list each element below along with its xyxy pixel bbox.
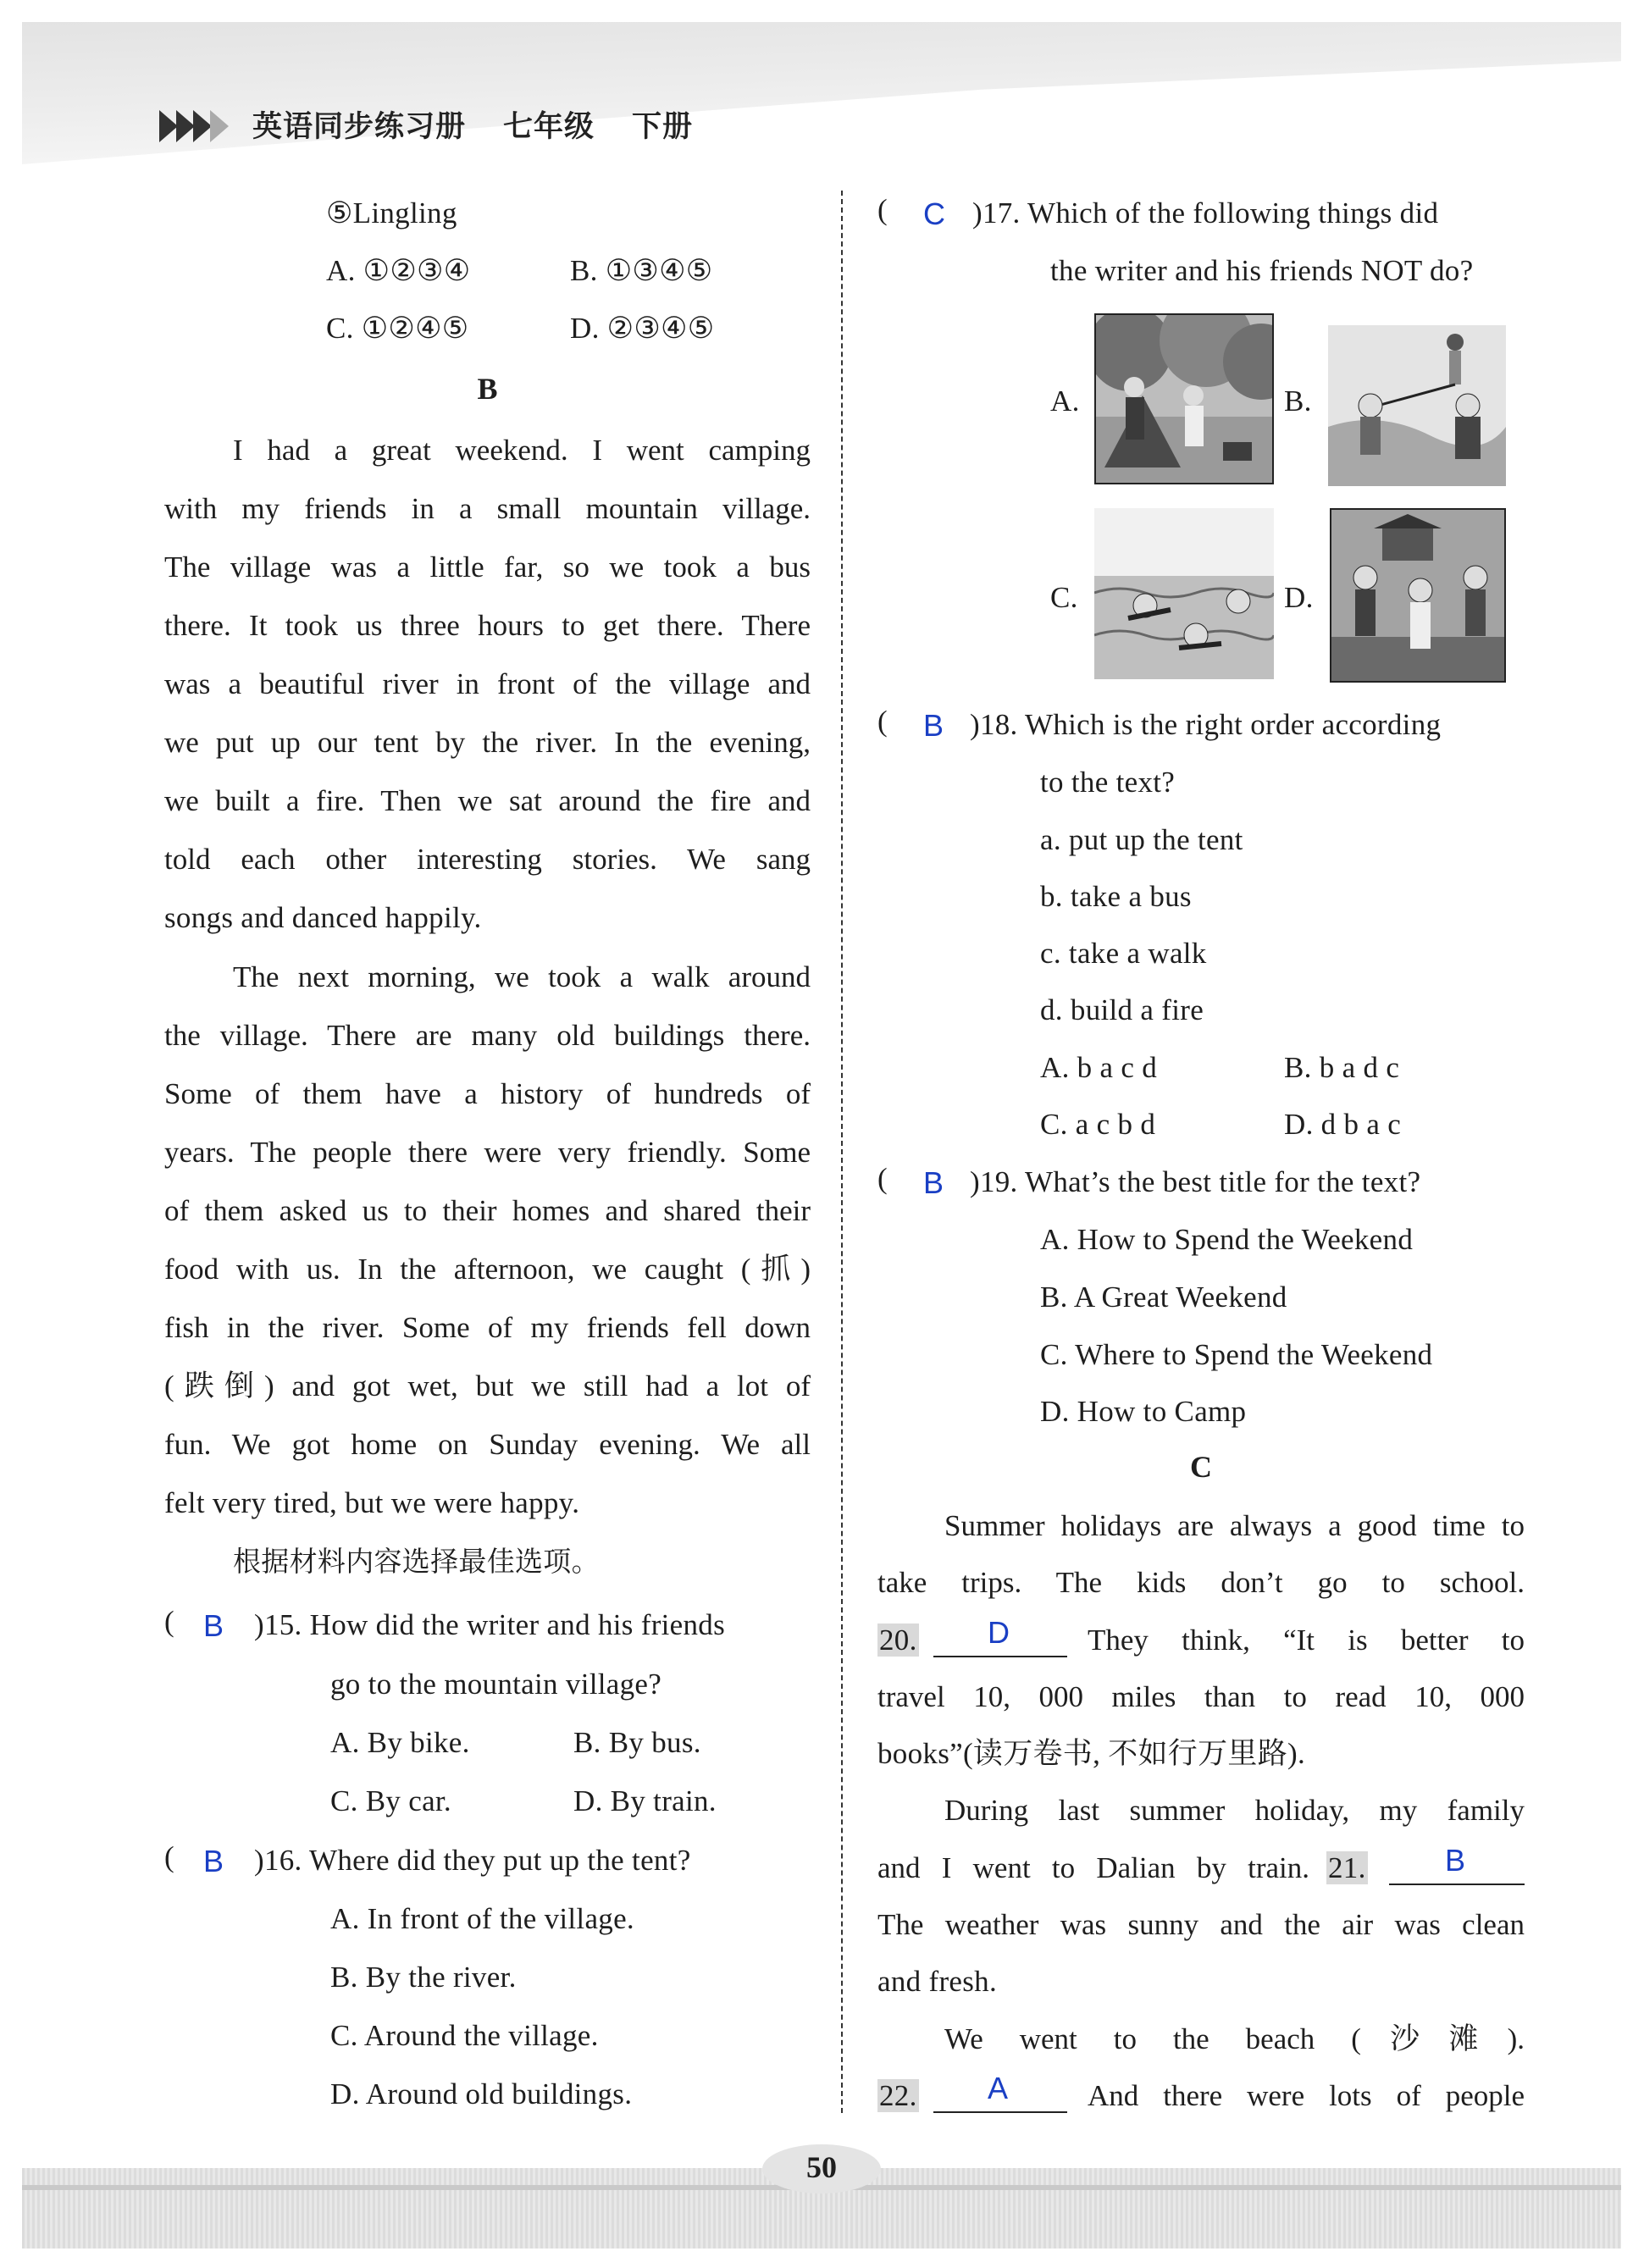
q15-stem-cont: go to the mountain village?	[330, 1668, 662, 1701]
passage-line: Some of them have a history of hundreds of	[164, 1077, 811, 1110]
q14-option-c: C. ①②④⑤	[326, 312, 469, 345]
q16-answer: B	[203, 1844, 224, 1878]
blank-20-answer: D	[988, 1615, 1010, 1650]
passage-line: The next morning, we took a walk around	[233, 960, 811, 993]
q15-answer: B	[203, 1608, 224, 1643]
q16-paren: (	[164, 1840, 174, 1873]
blank-22-line	[933, 2111, 1067, 2113]
blank-20-line	[933, 1656, 1067, 1657]
q17-label-d: D.	[1284, 581, 1314, 614]
q17-label-b: B.	[1284, 384, 1312, 418]
passage-line: songs and danced happily.	[164, 901, 482, 934]
q18-option-b: B. b a d c	[1284, 1051, 1400, 1084]
q14-item5: ⑤Lingling	[326, 196, 457, 230]
q16-option-d: D. Around old buildings.	[330, 2077, 633, 2110]
q18-option-c: C. a c b d	[1040, 1108, 1156, 1141]
grade-label: 七年级	[503, 110, 595, 144]
passage-line: of them asked us to their homes and shared their	[164, 1194, 811, 1227]
book-title: 英语同步练习册	[252, 110, 467, 144]
volume-label: 下册	[632, 110, 694, 144]
passage-c-line: and I went to Dalian by train.	[877, 1851, 1309, 1884]
q17-paren: (	[877, 193, 888, 226]
q16-stem: )16. Where did they put up the tent?	[254, 1844, 691, 1877]
q17-stem-cont: the writer and his friends NOT do?	[1050, 254, 1474, 287]
q19-stem: )19. What’s the best title for the text?	[970, 1165, 1421, 1198]
header-arrows-icon	[159, 107, 235, 146]
q15-paren: (	[164, 1605, 174, 1638]
q15-option-c: C. By car.	[330, 1784, 451, 1817]
passage-c-line: During last summer holiday, my family	[944, 1794, 1525, 1827]
q19-option-a: A. How to Spend the Weekend	[1040, 1223, 1414, 1256]
passage-line: years. The people there were very friendly. Some	[164, 1136, 811, 1169]
passage-line: with my friends in a small mountain village.	[164, 492, 811, 525]
passage-c-line: The weather was sunny and the air was clean	[877, 1908, 1525, 1941]
q14-option-d: D. ②③④⑤	[570, 312, 715, 345]
blank-21-answer: B	[1445, 1843, 1466, 1878]
q18-paren: (	[877, 705, 888, 738]
instruction: 根据材料内容选择最佳选项。	[233, 1545, 600, 1578]
blank-22-number: 22.	[879, 2079, 917, 2112]
q14-option-b: B. ①③④⑤	[570, 254, 713, 287]
q18-option-d: D. d b a c	[1284, 1108, 1402, 1141]
page-number: 50	[806, 2150, 837, 2184]
passage-line: fish in the river. Some of my friends fell down	[164, 1311, 811, 1344]
passage-line: I had a great weekend. I went camping	[233, 434, 811, 467]
header-title	[252, 103, 693, 146]
fishing-picture	[1328, 325, 1506, 486]
q19-option-d: D. How to Camp	[1040, 1395, 1247, 1428]
blank-20-number: 20.	[879, 1624, 917, 1657]
q15-option-d: D. By train.	[573, 1784, 717, 1817]
q19-answer: B	[923, 1165, 944, 1200]
passage-line: we built a fire. Then we sat around the fire and	[164, 784, 811, 817]
q19-option-c: C. Where to Spend the Weekend	[1040, 1338, 1433, 1371]
passage-c-line: And there were lots of people	[1088, 2079, 1525, 2112]
passage-line: was a beautiful river in front of the village and	[164, 667, 811, 700]
camping-tent-picture	[1094, 313, 1274, 484]
q15-option-b: B. By bus.	[573, 1726, 701, 1759]
passage-c-line: They think, “It is better to	[1088, 1624, 1525, 1657]
passage-line: (跌倒) and got wet, but we still had a lot of	[164, 1369, 811, 1402]
q18-option-a: A. b a c d	[1040, 1051, 1158, 1084]
q18-stem-cont: to the text?	[1040, 766, 1176, 799]
passage-c-line: books”(读万卷书, 不如行万里路).	[877, 1737, 1306, 1770]
q18-item-b: b. take a bus	[1040, 880, 1192, 913]
q15-option-a: A. By bike.	[330, 1726, 470, 1759]
q17-label-a: A.	[1050, 384, 1080, 418]
q17-stem: )17. Which of the following things did	[972, 196, 1439, 230]
blank-21-line	[1389, 1884, 1525, 1885]
q19-option-b: B. A Great Weekend	[1040, 1281, 1287, 1314]
passage-c-line: take trips. The kids don’t go to school.	[877, 1566, 1525, 1599]
passage-line: The village was a little far, so we took a bus	[164, 550, 811, 584]
q18-item-a: a. put up the tent	[1040, 823, 1243, 856]
blank-22-answer: A	[988, 2071, 1009, 2105]
q19-paren: (	[877, 1162, 888, 1195]
q18-item-d: d. build a fire	[1040, 993, 1204, 1026]
column-divider	[841, 191, 843, 2113]
q18-stem: )18. Which is the right order according	[970, 708, 1442, 741]
passage-line: told each other interesting stories. We sang	[164, 843, 811, 876]
q16-option-a: A. In front of the village.	[330, 1902, 634, 1935]
passage-c-line: travel 10, 000 miles than to read 10, 000	[877, 1680, 1525, 1713]
passage-c-line: Summer holidays are always a good time to	[944, 1509, 1525, 1542]
q15-stem: )15. How did the writer and his friends	[254, 1608, 726, 1641]
passage-line: fun. We got home on Sunday evening. We all	[164, 1428, 811, 1461]
q16-option-c: C. Around the village.	[330, 2019, 599, 2052]
section-b-heading: B	[477, 372, 498, 406]
passage-line: we put up our tent by the river. In the evening,	[164, 726, 811, 759]
q16-option-b: B. By the river.	[330, 1961, 517, 1994]
passage-c-line: We went to the beach (沙滩).	[944, 2022, 1525, 2055]
swimming-picture	[1094, 508, 1274, 679]
section-c-heading: C	[1190, 1450, 1212, 1484]
passage-line: the village. There are many old buildings there.	[164, 1019, 811, 1052]
passage-line: felt very tired, but we were happy.	[164, 1486, 580, 1519]
q18-answer: B	[923, 708, 944, 743]
passage-line: there. It took us three hours to get there. There	[164, 609, 811, 642]
q17-label-c: C.	[1050, 581, 1078, 614]
passage-c-line: and fresh.	[877, 1965, 998, 1998]
dancing-picture	[1330, 508, 1506, 683]
passage-line: food with us. In the afternoon, we caught (抓)	[164, 1253, 811, 1286]
q18-item-c: c. take a walk	[1040, 937, 1207, 970]
blank-21-number: 21.	[1328, 1851, 1366, 1884]
q14-option-a: A. ①②③④	[326, 254, 471, 287]
q17-answer: C	[923, 196, 945, 231]
